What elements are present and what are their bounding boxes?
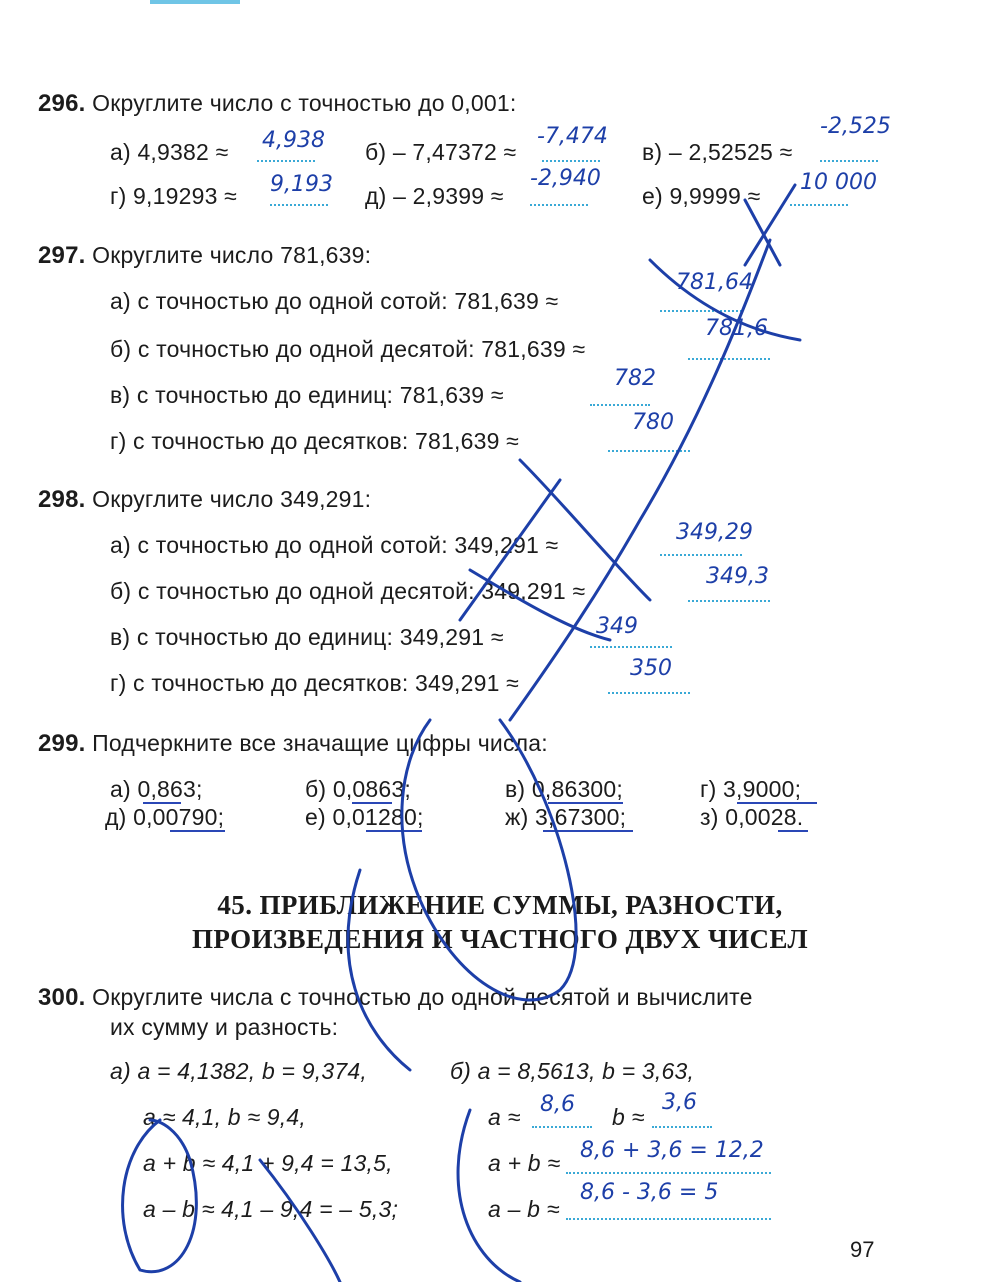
- exercise-number: 298.: [38, 486, 86, 513]
- ex300-a-given: а) a = 4,1382, b = 9,374,: [110, 1058, 367, 1084]
- exercise-task: Округлите числа с точностью до одной десятой и вычислите: [92, 984, 753, 1010]
- page-number: 97: [850, 1237, 875, 1262]
- answer-blank: [542, 160, 600, 162]
- exercise-number: 300.: [38, 984, 86, 1011]
- handwritten-answer: 782: [614, 366, 656, 391]
- answer-blank: [820, 160, 878, 162]
- option-value: 0,0028.: [725, 804, 804, 830]
- ex299-a: [110, 776, 203, 803]
- answer-blank: [532, 1126, 592, 1128]
- option-label: б): [305, 776, 327, 802]
- ex300-a-sum: a + b ≈ 4,1 + 9,4 = 13,5,: [143, 1150, 393, 1176]
- handwritten-answer: 8,6 + 3,6 = 12,2: [580, 1138, 764, 1163]
- handwritten-answer: 3,6: [662, 1090, 697, 1115]
- ex300-a-diff: a – b ≈ 4,1 – 9,4 = – 5,3;: [143, 1196, 399, 1222]
- ex298-d: г) с точностью до десятков: 349,291 ≈: [110, 670, 519, 696]
- option-label: е): [305, 804, 326, 830]
- handwritten-answer: 781,6: [705, 316, 768, 341]
- exercise-297-header: [38, 242, 371, 270]
- answer-blank: [257, 160, 315, 162]
- option-label: г): [700, 776, 717, 802]
- option-label: з): [700, 804, 719, 830]
- handwritten-underline: [737, 802, 817, 804]
- ex299-f: [305, 804, 424, 831]
- answer-blank: [590, 404, 650, 406]
- option-label: д): [105, 804, 127, 830]
- top-edge-mark: [150, 0, 240, 4]
- exercise-number: 297.: [38, 242, 86, 269]
- handwritten-answer: 349,29: [676, 520, 753, 545]
- answer-blank: [688, 358, 770, 360]
- ex297-a: а) с точностью до одной сотой: 781,639 ≈: [110, 288, 559, 314]
- ex300-b-a-label: a ≈: [488, 1104, 521, 1130]
- handwritten-answer: 349: [596, 614, 638, 639]
- answer-blank: [652, 1126, 712, 1128]
- handwritten-underline: [170, 830, 225, 832]
- answer-blank: [790, 204, 848, 206]
- ex300-a-approx: a ≈ 4,1, b ≈ 9,4,: [143, 1104, 306, 1130]
- handwritten-answer: 781,64: [676, 270, 753, 295]
- exercise-task: Округлите число с точностью до 0,001:: [92, 90, 517, 116]
- answer-blank: [566, 1172, 771, 1174]
- section-heading-line1: 45. ПРИБЛИЖЕНИЕ СУММЫ, РАЗНОСТИ,: [217, 890, 783, 920]
- handwritten-answer: -2,940: [530, 166, 601, 191]
- option-value: 3,9000;: [723, 776, 802, 802]
- answer-blank: [660, 554, 742, 556]
- ex299-d: [700, 776, 801, 803]
- option-value: 0,0863;: [332, 776, 411, 802]
- option-value: 0,01280;: [332, 804, 424, 830]
- option-label: а): [110, 776, 131, 802]
- answer-blank: [688, 600, 770, 602]
- exercise-299-header: [38, 730, 548, 758]
- exercise-number: 296.: [38, 90, 86, 117]
- ex296-b: б) – 7,47372 ≈: [365, 139, 517, 165]
- ex296-e: д) – 2,9399 ≈: [365, 183, 504, 209]
- ex300-b-given: б) a = 8,5613, b = 3,63,: [450, 1058, 695, 1084]
- ex299-b: [305, 776, 411, 803]
- ex299-e: [105, 804, 224, 831]
- handwritten-answer: 10 000: [800, 170, 877, 195]
- exercise-number: 299.: [38, 730, 86, 757]
- handwritten-answer: 8,6 - 3,6 = 5: [580, 1180, 719, 1205]
- answer-blank: [608, 692, 690, 694]
- ex298-c: в) с точностью до единиц: 349,291 ≈: [110, 624, 504, 650]
- ex298-b: б) с точностью до одной десятой: 349,291 ≈: [110, 578, 586, 604]
- handwritten-answer: 780: [632, 410, 674, 435]
- ex300-b-sum-label: a + b ≈: [488, 1150, 561, 1176]
- ex299-c: [505, 776, 623, 803]
- option-value: 0,00790;: [133, 804, 225, 830]
- section-heading-line2: ПРОИЗВЕДЕНИЯ И ЧАСТНОГО ДВУХ ЧИСЕЛ: [191, 924, 809, 954]
- handwritten-answer: 8,6: [540, 1092, 575, 1117]
- ex299-h: [700, 804, 803, 831]
- handwritten-answer: -2,525: [820, 114, 891, 139]
- ex298-a: а) с точностью до одной сотой: 349,291 ≈: [110, 532, 559, 558]
- handwritten-answer: 349,3: [706, 564, 769, 589]
- exercise-task: Округлите число 349,291:: [92, 486, 372, 512]
- handwritten-underline: [143, 802, 181, 804]
- handwritten-underline: [352, 802, 392, 804]
- exercise-296-header: [38, 90, 516, 118]
- ex296-a: а) 4,9382 ≈: [110, 139, 229, 165]
- ex296-d: г) 9,19293 ≈: [110, 183, 237, 209]
- exercise-task: Подчеркните все значащие цифры числа:: [92, 730, 548, 756]
- option-value: 3,67300;: [535, 804, 627, 830]
- handwritten-underline: [543, 830, 633, 832]
- ex296-c: в) – 2,52525 ≈: [642, 139, 793, 165]
- handwritten-answer: 4,938: [262, 128, 325, 153]
- answer-blank: [660, 310, 742, 312]
- exercise-task: Округлите число 781,639:: [92, 242, 372, 268]
- exercise-298-header: [38, 486, 371, 514]
- ex299-g: [505, 804, 626, 831]
- answer-blank: [590, 646, 672, 648]
- answer-blank: [608, 450, 690, 452]
- exercise-300-header: [38, 984, 753, 1012]
- option-value: 0,863;: [137, 776, 203, 802]
- handwritten-underline: [366, 830, 422, 832]
- ex297-b: б) с точностью до одной десятой: 781,639 ≈: [110, 336, 586, 362]
- option-value: 0,86300;: [531, 776, 624, 802]
- ex300-b-b-label: b ≈: [612, 1104, 645, 1130]
- answer-blank: [530, 204, 588, 206]
- scribble-stroke: [402, 720, 576, 1000]
- option-label: ж): [505, 804, 529, 830]
- ex300-b-diff-label: a – b ≈: [488, 1196, 560, 1222]
- handwritten-answer: 350: [630, 656, 672, 681]
- ex297-c: в) с точностью до единиц: 781,639 ≈: [110, 382, 504, 408]
- exercise-task-cont: их сумму и разность:: [110, 1014, 339, 1040]
- answer-blank: [566, 1218, 771, 1220]
- handwritten-underline: [548, 802, 623, 804]
- ex296-f: е) 9,9999 ≈: [642, 183, 761, 209]
- ex297-d: г) с точностью до десятков: 781,639 ≈: [110, 428, 519, 454]
- option-label: в): [505, 776, 526, 802]
- handwritten-underline: [778, 830, 808, 832]
- handwritten-answer: -7,474: [537, 124, 608, 149]
- handwritten-answer: 9,193: [270, 172, 333, 197]
- answer-blank: [270, 204, 328, 206]
